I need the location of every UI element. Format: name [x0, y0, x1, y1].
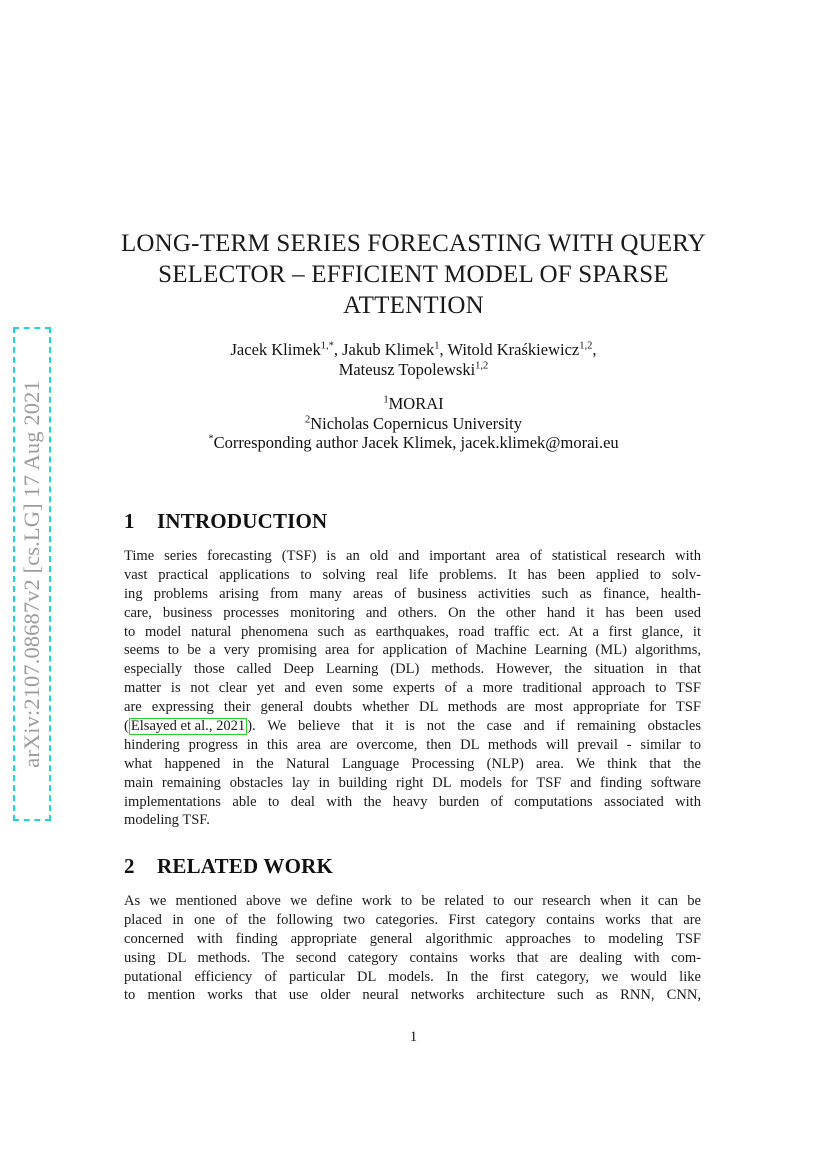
corresponding-author [100, 433, 727, 453]
title-line-3: ATTENTION [343, 292, 484, 319]
text-line: to model natural phenomena such as earthquakes, road traffic ect. At a first glance, it [124, 623, 701, 640]
text-line: placed in one of the following two categories. First category contains works that are [124, 911, 701, 928]
text-line: care, business processes monitoring and others. On the other hand it has been used [124, 604, 701, 621]
text-line: concerned with finding appropriate general algorithmic approaches to modeling TSF [124, 930, 701, 947]
title-line-1: LONG-TERM SERIES FORECASTING WITH QUERY [120, 230, 707, 257]
text-line: hindering progress in this area are overcome, then DL methods will prevail - similar to [124, 736, 701, 753]
author-name: Mateusz Topolewski [338, 360, 476, 379]
author-superscript: 1,2 [579, 340, 593, 352]
text-line: ing problems arising from many areas of business activities such as finance, health- [124, 585, 701, 602]
corresponding-author-text: Corresponding author Jacek Klimek, jacek.klimek@morai.eu [213, 433, 619, 452]
arxiv-stamp[interactable] [13, 327, 51, 821]
author-name: Jacek Klimek [230, 340, 321, 359]
affiliation-superscript: * [208, 433, 214, 445]
text-line: vast practical applications to solving real life problems. It has been applied to solv- [124, 566, 701, 583]
text-line: matter is not clear yet and even some experts of a more traditional approach to TSF [124, 680, 701, 697]
text-line: are expressing their general doubts whether DL methods are most appropriate for TSF [124, 699, 701, 716]
citation-bracket: ( [124, 718, 129, 735]
section-title: RELATED WORK [157, 854, 334, 878]
citation-followup: ). We believe that it is not the case and if remaining obstacles [247, 718, 701, 735]
text-line: what happened in the Natural Language Processing (NLP) area. We think that the [124, 755, 701, 772]
related-work-paragraph [124, 892, 701, 1005]
section-heading-related-work [124, 854, 724, 878]
text-line: main remaining obstacles lay in building right DL models for TSF and finding software [124, 774, 701, 791]
affiliation-2 [100, 414, 727, 434]
paper-title [100, 228, 727, 321]
author-name: Witold Kraśkiewicz [447, 340, 580, 359]
section-heading-introduction [124, 509, 724, 533]
text-line: Time series forecasting (TSF) is an old and important area of statistical research with [124, 548, 701, 564]
affiliation-text: MORAI [388, 394, 444, 413]
affiliation-1 [100, 394, 727, 414]
arxiv-stamp-text: arXiv:2107.08687v2 [cs.LG] 17 Aug 2021 [19, 380, 44, 768]
section-number: 2 [124, 854, 135, 878]
author-line-1: Jacek Klimek$^{1,*}$, Jakub Klimek$^1$, Witold Kraśkiewicz$^{1,2}$, [230, 340, 597, 359]
title-line-2: SELECTOR – EFFICIENT MODEL OF SPARSE [158, 261, 669, 288]
page-number: 1 [409, 1029, 418, 1045]
author-line-2 [130, 360, 697, 380]
affiliation-list [100, 394, 727, 453]
text-line: to mention works that use older neural networks architecture such as RNN, CNN, [124, 987, 701, 1004]
author-superscript: 1 [434, 340, 440, 352]
section-title: INTRODUCTION [157, 509, 328, 533]
section-number: 1 [124, 509, 135, 533]
author-superscript: 1,* [320, 340, 334, 352]
affiliation-superscript: 1 [383, 394, 389, 406]
text-line: implementations able to deal with the heavy burden of computations associated with [124, 793, 701, 810]
author-name: Jakub Klimek [342, 340, 435, 359]
text-line: seems to be a very promising area for application of Machine Learning (ML) algorithms, [124, 642, 701, 659]
text-line: especially those called Deep Learning (DL) methods. However, the situation in that [124, 661, 701, 678]
text-line: using DL methods. The second category contains works that are dealing with com- [124, 949, 701, 966]
author-superscript: 1,2 [475, 360, 489, 372]
text-line-with-citation [124, 717, 701, 736]
text-line: modeling TSF. [124, 812, 210, 829]
introduction-paragraph [124, 547, 701, 830]
text-line: As we mentioned above we define work to be related to our research when it can be [124, 893, 701, 909]
affiliation-superscript: 2 [305, 414, 311, 425]
citation-link[interactable]: Elsayed et al., 2021 [130, 718, 246, 735]
text-line: putational efficiency of particular DL models. In the first category, we would like [124, 968, 701, 985]
affiliation-text: Nicholas Copernicus University [310, 413, 522, 433]
author-list [130, 340, 697, 380]
